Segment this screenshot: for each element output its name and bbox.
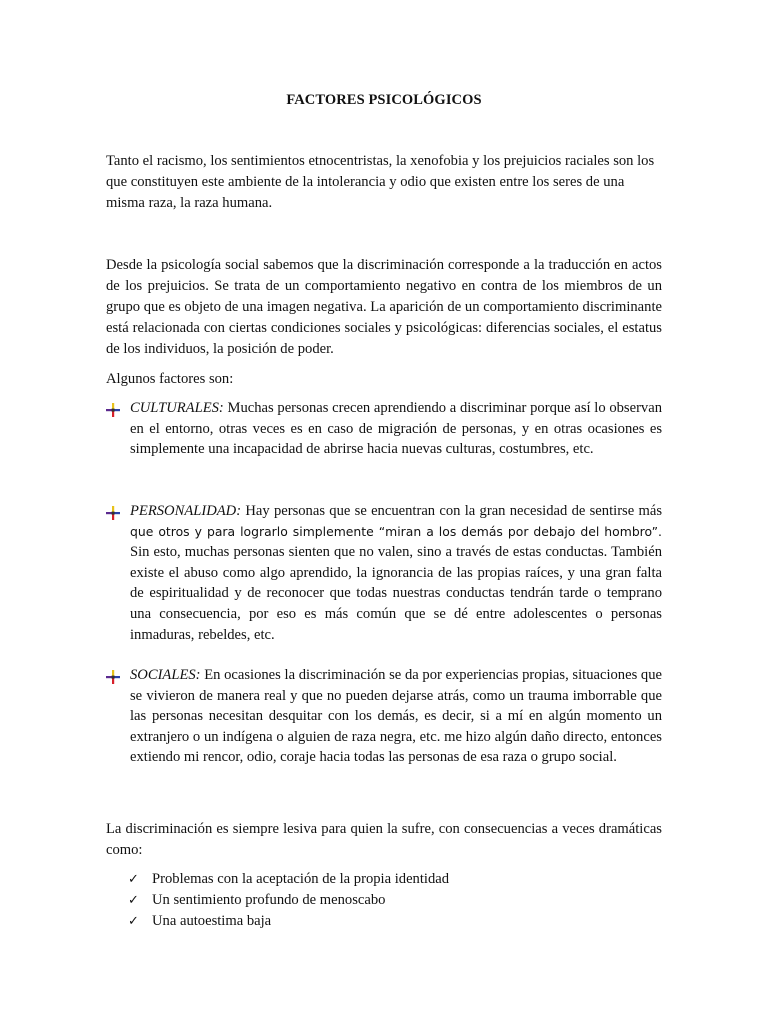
paragraph-consequences: La discriminación es siempre lesiva para quien la sufre, con consecuencias a veces dramáticas como: xyxy=(106,821,662,858)
bullet-lead: SOCIALES: xyxy=(130,667,201,683)
list-item-text: Problemas con la aceptación de la propia identidad xyxy=(152,871,450,887)
bullet-item-personalidad xyxy=(106,501,662,645)
bullet-text xyxy=(130,398,662,460)
bullet-item-sociales xyxy=(106,665,662,768)
list-item xyxy=(128,911,449,932)
consequences-checklist xyxy=(128,869,449,932)
checkmark-icon: ✓ xyxy=(128,872,139,887)
bullet-lead: PERSONALIDAD: xyxy=(130,503,242,519)
paragraph-psychology: Desde la psicología social sabemos que la discriminación corresponde a la traducción en actos de los prejuicios. Se trata de un comportamiento negativo en contra de los miembros de un grupo que es objeto de una imagen negativa. La aparición de un comportamiento discriminante está relacionada con ciertas condiciones sociales y psicológicas: diferencias sociales, el estatus de los individuos, la posición de poder. xyxy=(106,257,662,357)
bullet-body-a: Hay personas que se encuentran con la gran necesidad de sentirse más xyxy=(241,503,662,519)
checkmark-icon: ✓ xyxy=(128,914,139,929)
bullet-text xyxy=(130,665,662,768)
bullet-item-culturales xyxy=(106,398,662,460)
list-item-text: Un sentimiento profundo de menoscabo xyxy=(152,892,386,908)
list-item xyxy=(128,890,449,911)
bullet-body: En ocasiones la discriminación se da por experiencias propias, situaciones que se vivieron de manera real y que no pueden dejarse atrás, como un trauma imborrable que las personas necesitan desquitar con los demás, es decir, si a mí en algún momento un extranjero o un indígena o alguien de raza negra, etc. me hizo algún daño directo, entonces extiendo mi rencor, odio, coraje hacia todas las personas de esa raza o grupo social. xyxy=(130,667,662,766)
bullet-body-quote: que otros y para lograrlo simplemente “miran a los demás por debajo del hombro”. xyxy=(130,523,662,539)
page-title: FACTORES PSICOLÓGICOS xyxy=(286,92,482,108)
bullet-body-c: Sin esto, muchas personas sienten que no valen, sino a través de estas conductas. También existe el abuso como algo aprendido, la ignorancia de las propias raíces, y una gran falta de espiritualidad y de reconocer que todas nuestras conductas tendrán tarde o temprano una consecuencia, por eso es más común que se dé entre adolescentes o personas inmaduras, rebeldes, etc. xyxy=(130,544,662,643)
colored-cross-bullet-icon xyxy=(106,403,120,417)
list-item xyxy=(128,869,449,890)
checkmark-icon: ✓ xyxy=(128,893,139,908)
bullet-lead: CULTURALES: xyxy=(130,400,224,416)
colored-cross-bullet-icon xyxy=(106,670,120,684)
bullet-text xyxy=(130,501,662,645)
paragraph-intro: Tanto el racismo, los sentimientos etnocentristas, la xenofobia y los prejuicios raciales son los que constituyen este ambiente de la intolerancia y odio que existen entre los seres de una misma raza, la raza humana. xyxy=(106,153,655,211)
list-item-text: Una autoestima baja xyxy=(152,913,272,929)
factors-intro: Algunos factores son: xyxy=(106,371,234,387)
bullet-body: Muchas personas crecen aprendiendo a discriminar porque así lo observan en el entorno, otras veces es en caso de migración de personas, y en otras ocasiones es simplemente una incapacidad de abrirse hacia nuevas culturas, costumbres, etc. xyxy=(130,400,662,458)
colored-cross-bullet-icon xyxy=(106,506,120,520)
